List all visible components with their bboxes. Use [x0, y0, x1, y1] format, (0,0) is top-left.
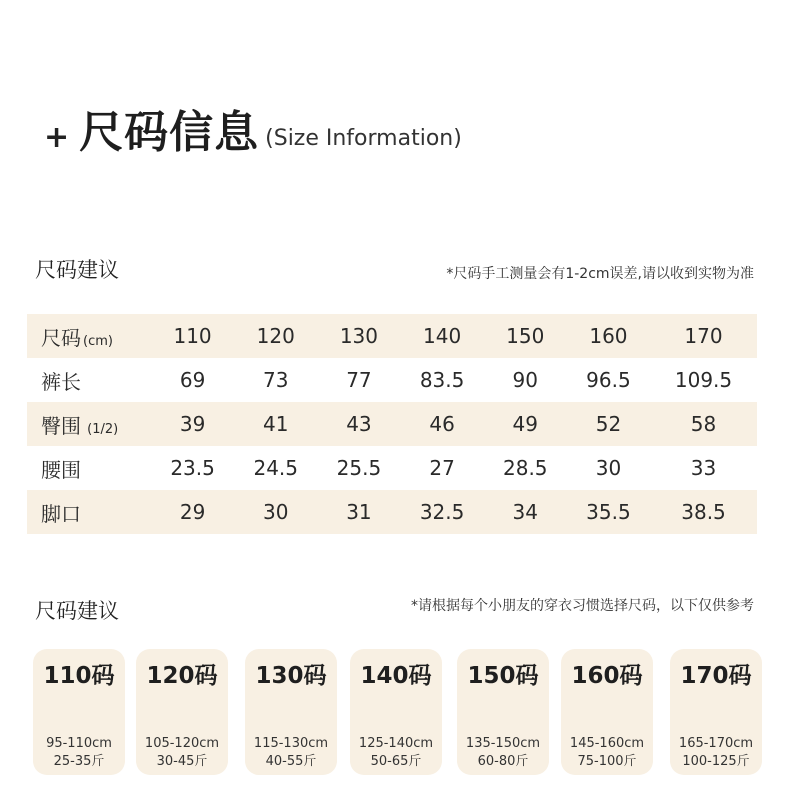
size-card-title: 170码 [680, 663, 752, 689]
row-label [27, 446, 151, 490]
table-cell: 30 [263, 500, 289, 524]
table-cell: 41 [263, 412, 289, 436]
table-cell: 69 [179, 368, 206, 392]
size-card-height: 95-110cm [46, 736, 112, 751]
size-card [670, 649, 762, 775]
size-card-weight: 50-65斤 [370, 754, 422, 769]
size-card-weight: 100-125斤 [682, 754, 750, 769]
size-card [245, 649, 337, 775]
table-cell: 24.5 [253, 456, 299, 480]
table-cell: 120 [256, 324, 295, 348]
table-cell: 46 [429, 412, 455, 436]
size-card [33, 649, 125, 775]
title-chinese: 尺码信息 [79, 107, 260, 158]
row-label-text: 腰围 [41, 457, 81, 482]
table-cell: 23.5 [170, 456, 215, 480]
size-card [136, 649, 228, 775]
section-label-size-guide: 尺码建议 [35, 599, 119, 623]
size-card-height: 135-150cm [465, 736, 541, 751]
table-cell: 43 [346, 412, 372, 436]
table-cell: 34 [512, 500, 538, 524]
measurement-note: *尺码手工测量会有1-2cm误差,请以收到实物为准 [446, 266, 754, 282]
size-card-height: 105-120cm [144, 736, 220, 751]
table-cell: 110 [173, 324, 212, 348]
size-card-weight: 30-45斤 [156, 754, 208, 769]
size-card-weight: 75-100斤 [577, 754, 637, 769]
table-row [27, 446, 757, 490]
table-cell: 29 [179, 500, 206, 524]
size-card-weight: 60-80斤 [477, 754, 529, 769]
title-english: (Size Information) [265, 126, 462, 151]
section-label-size-chart: 尺码建议 [35, 258, 119, 282]
size-card-height: 145-160cm [569, 736, 645, 751]
table-row [27, 358, 757, 402]
table-cell: 30 [595, 456, 622, 480]
table-cell: 39 [179, 412, 206, 436]
table-cell: 33 [690, 456, 717, 480]
size-cards [33, 649, 758, 775]
table-row [27, 402, 757, 446]
size-card-height: 125-140cm [358, 736, 434, 751]
table-row [27, 314, 757, 358]
row-label-unit: (cm) [83, 333, 113, 349]
table-cell: 77 [346, 368, 372, 392]
size-card [561, 649, 653, 775]
row-label [27, 358, 151, 402]
table-cell: 52 [595, 412, 622, 436]
row-label-text: 臀围 [41, 413, 81, 438]
table-cell: 96.5 [586, 368, 631, 392]
table-cell: 109.5 [674, 368, 733, 392]
page-title [44, 108, 462, 158]
guide-note: *请根据每个小朋友的穿衣习惯选择尺码，以下仅供参考 [411, 598, 754, 614]
row-label-unit: (1/2) [83, 421, 119, 437]
size-card-title: 130码 [255, 663, 327, 689]
row-label [27, 314, 151, 358]
table-cell: 38.5 [681, 500, 726, 524]
table-cell: 32.5 [419, 500, 465, 524]
size-card-weight: 25-35斤 [53, 754, 105, 769]
size-card-title: 160码 [571, 663, 643, 689]
size-card [350, 649, 442, 775]
size-card-height: 165-170cm [678, 736, 754, 751]
size-card [457, 649, 549, 775]
table-cell: 140 [423, 324, 462, 348]
table-cell: 130 [339, 324, 379, 348]
row-label-text: 脚口 [41, 501, 81, 526]
table-cell: 83.5 [419, 368, 465, 392]
row-label-text: 裤长 [41, 369, 81, 394]
table-cell: 160 [589, 324, 628, 348]
table-cell: 150 [506, 324, 545, 348]
table-cell: 31 [346, 500, 372, 524]
table-cell: 27 [429, 456, 455, 480]
table-cell: 170 [684, 324, 723, 348]
size-card-title: 150码 [467, 663, 539, 689]
row-label [27, 490, 151, 534]
size-card-title: 110码 [43, 663, 115, 689]
size-table [27, 314, 757, 534]
size-card-height: 115-130cm [253, 736, 329, 751]
table-cell: 49 [512, 412, 538, 436]
size-card-title: 120码 [146, 663, 218, 689]
table-row [27, 490, 757, 534]
table-cell: 25.5 [336, 456, 382, 480]
size-card-title: 140码 [360, 663, 432, 689]
size-card-weight: 40-55斤 [265, 754, 317, 769]
table-cell: 73 [263, 368, 289, 392]
table-cell: 28.5 [503, 456, 548, 480]
plus-icon: + [44, 120, 70, 155]
table-cell: 35.5 [586, 500, 631, 524]
row-label-text: 尺码 [41, 325, 81, 350]
row-label [27, 402, 151, 446]
table-cell: 58 [690, 412, 717, 436]
table-cell: 90 [512, 368, 538, 392]
